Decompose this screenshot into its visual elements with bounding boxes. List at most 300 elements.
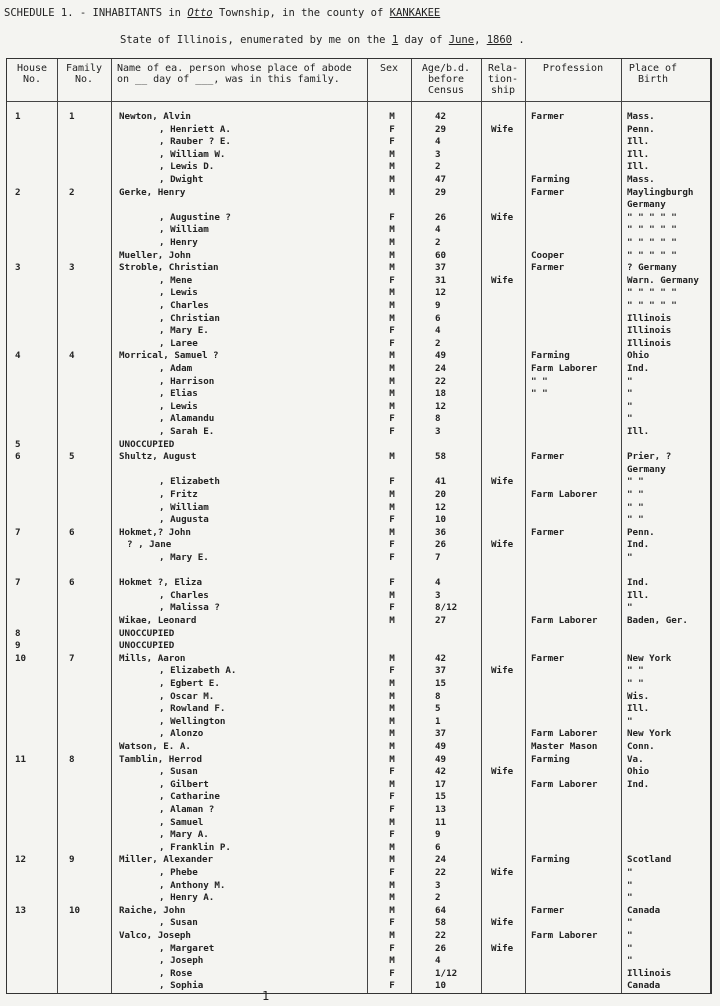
cell-name: , Mary E. (159, 325, 209, 337)
cell-prof: Farm Laborer (531, 930, 598, 941)
cell-sex: F (389, 942, 395, 954)
cell-name: Raiche, John (119, 904, 186, 916)
table-row (7, 628, 713, 641)
cell-prof: Farmer (531, 111, 565, 122)
cell-sex: M (389, 930, 395, 941)
cell-name: , Malissa ? (159, 602, 220, 614)
table-row (7, 237, 713, 250)
cell-name: Shultz, August (119, 451, 197, 463)
cell-house: 11 (15, 753, 27, 765)
cell-birth: Illinois (627, 967, 672, 979)
cell-name: , Mary A. (159, 829, 209, 841)
cell-name: , Laree (159, 337, 198, 349)
cell-name: , Gilbert (159, 778, 209, 790)
cell-name: , Augustine ? (159, 211, 231, 223)
cell-sex: F (389, 413, 395, 425)
cell-birth: " " " " " (627, 287, 677, 299)
cell-name: , Lewis (159, 287, 198, 299)
cell-birth: Ind. (627, 363, 650, 374)
cell-sex: M (389, 388, 395, 400)
table-row (7, 766, 713, 779)
cell-name: Mills, Aaron (119, 652, 186, 664)
cell-house: 1 (15, 111, 21, 122)
cell-sex: M (389, 741, 395, 752)
cell-birth: Canada (627, 980, 661, 992)
cell-house: 7 (15, 577, 21, 589)
cell-age: 29 (435, 186, 447, 198)
cell-birth: " (627, 942, 633, 954)
cell-age: 8 (435, 413, 441, 425)
cell-family: 3 (69, 262, 75, 274)
cell-age: 10 (435, 514, 447, 526)
table-row (7, 350, 713, 363)
table-row (7, 489, 713, 502)
cell-age: 15 (435, 791, 447, 803)
cell-age: 20 (435, 489, 447, 500)
cell-age: 12 (435, 400, 447, 412)
cell-prof: Farming (531, 753, 570, 765)
cell-sex: M (389, 451, 395, 463)
cell-sex: F (389, 766, 395, 778)
table-row (7, 854, 713, 867)
cell-birth: Penn. (627, 526, 655, 538)
cell-name: , Rowland F. (159, 703, 226, 715)
cell-age: 27 (435, 615, 447, 626)
cell-name: , Elizabeth A. (159, 665, 237, 677)
cell-prof: Farmer (531, 652, 565, 664)
cell-birth: " (627, 602, 633, 614)
cell-birth: Wis. (627, 690, 650, 702)
cell-name: Watson, E. A. (119, 741, 191, 752)
cell-name: , Margaret (159, 942, 215, 954)
cell-age: 22 (435, 375, 447, 387)
cell-birth: ? Germany (627, 262, 677, 274)
cell-age: 11 (435, 816, 447, 828)
cell-birth: " " (627, 489, 644, 500)
cell-sex: M (389, 753, 395, 765)
cell-sex: F (389, 539, 395, 551)
table-row (7, 161, 713, 174)
cell-age: 26 (435, 211, 447, 223)
cell-age: 3 (435, 148, 441, 160)
cell-birth: " " (627, 476, 644, 488)
cell-age: 64 (435, 904, 447, 916)
cell-sex: M (389, 678, 395, 689)
cell-sex: F (389, 136, 395, 148)
cell-sex: M (389, 300, 395, 311)
table-row (7, 527, 713, 540)
cell-house: 13 (15, 904, 27, 916)
cell-prof: Farming (531, 350, 570, 362)
table-row (7, 615, 713, 628)
col-header-family: Family No. (65, 63, 103, 85)
day-of-label: day of (404, 34, 443, 46)
cell-sex: M (389, 287, 395, 299)
cell-birth: Ind. (627, 577, 650, 589)
cell-rel: Wife (491, 211, 514, 223)
cell-house: 12 (15, 854, 27, 866)
cell-birth: " (627, 867, 633, 878)
cell-age: 6 (435, 841, 441, 853)
enumeration-line: State of Illinois, enumerated by me on the 1 day of June, 1860 . (120, 34, 525, 46)
cell-prof: Farmer (531, 526, 565, 538)
cell-age: 47 (435, 174, 447, 185)
cell-name: , Charles (159, 300, 209, 311)
county-value: KANKAKEE (389, 7, 441, 19)
cell-name: , Augusta (159, 514, 209, 526)
table-row (7, 426, 713, 439)
cell-name: , Sophia (159, 980, 204, 992)
cell-sex: M (389, 186, 395, 198)
table-row (7, 867, 713, 880)
cell-name: , Elizabeth (159, 476, 220, 488)
table-row (7, 174, 713, 187)
table-row (7, 275, 713, 288)
cell-prof: Farmer (531, 186, 565, 198)
cell-name: Miller, Alexander (119, 854, 214, 866)
cell-birth: Mass. (627, 174, 655, 185)
cell-age: 8/12 (435, 602, 458, 614)
cell-name: Stroble, Christian (119, 262, 219, 274)
schedule-title (4, 7, 440, 19)
table-row (7, 187, 713, 200)
cell-name: Gerke, Henry (119, 186, 186, 198)
cell-sex: M (389, 955, 395, 967)
table-row (7, 199, 713, 212)
cell-sex: M (389, 375, 395, 387)
cell-name: , Christian (159, 312, 220, 324)
table-row (7, 388, 713, 401)
cell-family: 2 (69, 186, 75, 198)
cell-birth: Ill. (627, 161, 650, 173)
cell-prof: Farmer (531, 904, 565, 916)
table-row (7, 917, 713, 930)
cell-birth: " " (627, 678, 644, 689)
cell-birth: Ill. (627, 589, 650, 601)
cell-name: , William W. (159, 148, 226, 160)
table-row (7, 300, 713, 313)
cell-prof: Farming (531, 174, 570, 185)
cell-age: 42 (435, 652, 447, 664)
cell-age: 2 (435, 892, 441, 904)
cell-sex: M (389, 350, 395, 362)
cell-name: , Harrison (159, 375, 215, 387)
cell-sex: F (389, 804, 395, 815)
table-row (7, 804, 713, 817)
cell-age: 4 (435, 955, 441, 967)
cell-birth: " " (627, 501, 644, 513)
cell-rel: Wife (491, 274, 514, 286)
cell-birth: Ind. (627, 539, 650, 551)
col-header-age: Age/b.d. before Census (421, 63, 471, 96)
cell-age: 9 (435, 300, 441, 311)
cell-birth: " (627, 917, 633, 929)
cell-sex: M (389, 690, 395, 702)
cell-sex: F (389, 426, 395, 437)
cell-birth: Ohio (627, 766, 650, 778)
cell-age: 2 (435, 337, 441, 349)
cell-age: 42 (435, 766, 447, 778)
cell-sex: M (389, 816, 395, 828)
table-row (7, 439, 713, 452)
table-row (7, 565, 713, 578)
cell-name: , Henriett A. (159, 123, 231, 135)
table-row (7, 892, 713, 905)
cell-age: 26 (435, 539, 447, 551)
cell-prof: Farm Laborer (531, 363, 598, 374)
cell-age: 4 (435, 224, 441, 236)
cell-prof: Farmer (531, 262, 565, 274)
cell-sex: M (389, 224, 395, 236)
cell-name: UNOCCUPIED (119, 640, 175, 652)
cell-sex: F (389, 552, 395, 563)
table-row (7, 577, 713, 590)
cell-house: 3 (15, 262, 21, 274)
cell-birth: " (627, 930, 633, 941)
cell-sex: F (389, 274, 395, 286)
cell-age: 22 (435, 867, 447, 878)
cell-name: , Egbert E. (159, 678, 220, 689)
cell-age: 3 (435, 879, 441, 891)
cell-family: 4 (69, 350, 75, 362)
cell-name: , Mene (159, 274, 193, 286)
table-row (7, 250, 713, 263)
cell-sex: F (389, 577, 395, 589)
cell-age: 15 (435, 678, 447, 689)
cell-name: , Fritz (159, 489, 198, 500)
cell-birth: " (627, 552, 633, 563)
cell-birth: Prier, ? (627, 451, 672, 463)
cell-sex: F (389, 917, 395, 929)
table-row (7, 136, 713, 149)
table-row (7, 741, 713, 754)
cell-sex: F (389, 337, 395, 349)
cell-family: 6 (69, 577, 75, 589)
cell-house: 10 (15, 652, 27, 664)
cell-age: 12 (435, 501, 447, 513)
table-row (7, 665, 713, 678)
cell-birth: New York (627, 728, 672, 740)
table-row (7, 716, 713, 729)
table-row (7, 678, 713, 691)
cell-prof: Farmer (531, 451, 565, 463)
cell-name: ? , Jane (127, 539, 172, 551)
cell-sex: M (389, 174, 395, 185)
cell-name: Wikae, Leonard (119, 615, 197, 626)
schedule-label: SCHEDULE 1. - INHABITANTS in (4, 7, 182, 19)
cell-birth: " " (627, 665, 644, 677)
table-row (7, 363, 713, 376)
cell-sex: M (389, 703, 395, 715)
table-row (7, 905, 713, 918)
cell-age: 13 (435, 804, 447, 815)
cell-birth: New York (627, 652, 672, 664)
table-row (7, 590, 713, 603)
cell-age: 24 (435, 854, 447, 866)
cell-sex: F (389, 967, 395, 979)
cell-age: 58 (435, 917, 447, 929)
county-label: Township, in the county of (218, 7, 384, 19)
table-row (7, 111, 713, 124)
table-row (7, 287, 713, 300)
cell-name: , Henry A. (159, 892, 215, 904)
cell-birth: Germany (627, 199, 666, 211)
cell-name: , Lewis D. (159, 161, 215, 173)
cell-sex: M (389, 262, 395, 274)
cell-age: 1/12 (435, 967, 458, 979)
cell-name: , Lewis (159, 400, 198, 412)
cell-name: Tamblin, Herrod (119, 753, 202, 765)
cell-sex: F (389, 791, 395, 803)
table-row (7, 124, 713, 137)
cell-birth: " (627, 879, 633, 891)
cell-rel: Wife (491, 665, 514, 677)
table-row (7, 968, 713, 981)
cell-family: 9 (69, 854, 75, 866)
cell-name: , Dwight (159, 174, 204, 185)
cell-age: 4 (435, 136, 441, 148)
cell-age: 26 (435, 942, 447, 954)
cell-age: 49 (435, 741, 447, 752)
table-row (7, 338, 713, 351)
cell-name: , Oscar M. (159, 690, 215, 702)
table-row (7, 224, 713, 237)
cell-name: , Wellington (159, 715, 226, 727)
cell-birth: Va. (627, 753, 644, 765)
cell-birth: Germany (627, 463, 666, 475)
cell-age: 6 (435, 312, 441, 324)
cell-birth: Scotland (627, 854, 672, 866)
cell-birth: " (627, 413, 633, 425)
cell-name: , Samuel (159, 816, 204, 828)
cell-birth: " " " " " (627, 300, 677, 311)
table-row (7, 476, 713, 489)
cell-sex: M (389, 778, 395, 790)
cell-prof: Farm Laborer (531, 728, 598, 740)
cell-birth: " (627, 955, 633, 967)
table-row (7, 791, 713, 804)
table-row (7, 602, 713, 615)
cell-birth: " (627, 375, 633, 387)
cell-sex: M (389, 841, 395, 853)
cell-house: 4 (15, 350, 21, 362)
cell-birth: Maylingburgh (627, 186, 694, 198)
cell-sex: F (389, 514, 395, 526)
table-row (7, 413, 713, 426)
cell-rel: Wife (491, 942, 514, 954)
enumeration-label: State of Illinois, enumerated by me on the (120, 34, 386, 46)
cell-name: , Sarah E. (159, 426, 215, 437)
cell-age: 60 (435, 249, 447, 261)
table-row (7, 754, 713, 767)
cell-family: 8 (69, 753, 75, 765)
cell-house: 7 (15, 526, 21, 538)
cell-sex: M (389, 652, 395, 664)
cell-age: 37 (435, 262, 447, 274)
cell-name: , Elias (159, 388, 198, 400)
table-row (7, 955, 713, 968)
table-row (7, 464, 713, 477)
cell-name: Valco, Joseph (119, 930, 191, 941)
cell-sex: M (389, 400, 395, 412)
cell-family: 6 (69, 526, 75, 538)
cell-sex: M (389, 237, 395, 248)
cell-age: 29 (435, 123, 447, 135)
cell-age: 7 (435, 552, 441, 563)
cell-house: 9 (15, 640, 21, 652)
cell-birth: Penn. (627, 123, 655, 135)
cell-birth: " (627, 715, 633, 727)
cell-name: , William (159, 501, 209, 513)
cell-birth: " " " " " (627, 237, 677, 248)
table-row (7, 691, 713, 704)
cell-name: , Alamandu (159, 413, 215, 425)
day-value: 1 (391, 34, 399, 46)
cell-sex: M (389, 904, 395, 916)
cell-birth: " (627, 892, 633, 904)
cell-age: 58 (435, 451, 447, 463)
cell-name: , Anthony M. (159, 879, 226, 891)
cell-name: , Alonzo (159, 728, 204, 740)
cell-rel: Wife (491, 539, 514, 551)
table-row (7, 401, 713, 414)
cell-birth: Ill. (627, 148, 650, 160)
cell-birth: Illinois (627, 325, 672, 337)
table-row (7, 943, 713, 956)
cell-sex: M (389, 892, 395, 904)
cell-name: UNOCCUPIED (119, 627, 175, 639)
cell-age: 17 (435, 778, 447, 790)
cell-age: 2 (435, 237, 441, 248)
table-row (7, 779, 713, 792)
cell-age: 24 (435, 363, 447, 374)
cell-name: , William (159, 224, 209, 236)
cell-sex: F (389, 325, 395, 337)
cell-birth: Ill. (627, 426, 650, 437)
table-row (7, 653, 713, 666)
cell-name: , Susan (159, 766, 198, 778)
col-header-profession: Profession (542, 63, 604, 74)
table-row (7, 552, 713, 565)
cell-age: 31 (435, 274, 447, 286)
table-row (7, 980, 713, 993)
cell-birth: Conn. (627, 741, 655, 752)
cell-age: 22 (435, 930, 447, 941)
table-row (7, 376, 713, 389)
cell-name: Hokmet,? John (119, 526, 191, 538)
cell-name: , Charles (159, 589, 209, 601)
cell-birth: " (627, 388, 633, 400)
cell-name: Hokmet ?, Eliza (119, 577, 202, 589)
cell-age: 4 (435, 577, 441, 589)
page-number: 1 (262, 989, 270, 1003)
col-header-sex: Sex (379, 63, 399, 74)
cell-prof: Cooper (531, 249, 565, 261)
cell-age: 18 (435, 388, 447, 400)
cell-rel: Wife (491, 917, 514, 929)
cell-sex: M (389, 148, 395, 160)
cell-house: 2 (15, 186, 21, 198)
cell-prof: Master Mason (531, 741, 598, 752)
cell-prof: Farm Laborer (531, 778, 598, 790)
cell-rel: Wife (491, 766, 514, 778)
cell-age: 10 (435, 980, 447, 992)
cell-age: 5 (435, 703, 441, 715)
cell-age: 49 (435, 350, 447, 362)
cell-birth: " " (627, 514, 644, 526)
census-table (6, 58, 712, 994)
cell-sex: F (389, 211, 395, 223)
